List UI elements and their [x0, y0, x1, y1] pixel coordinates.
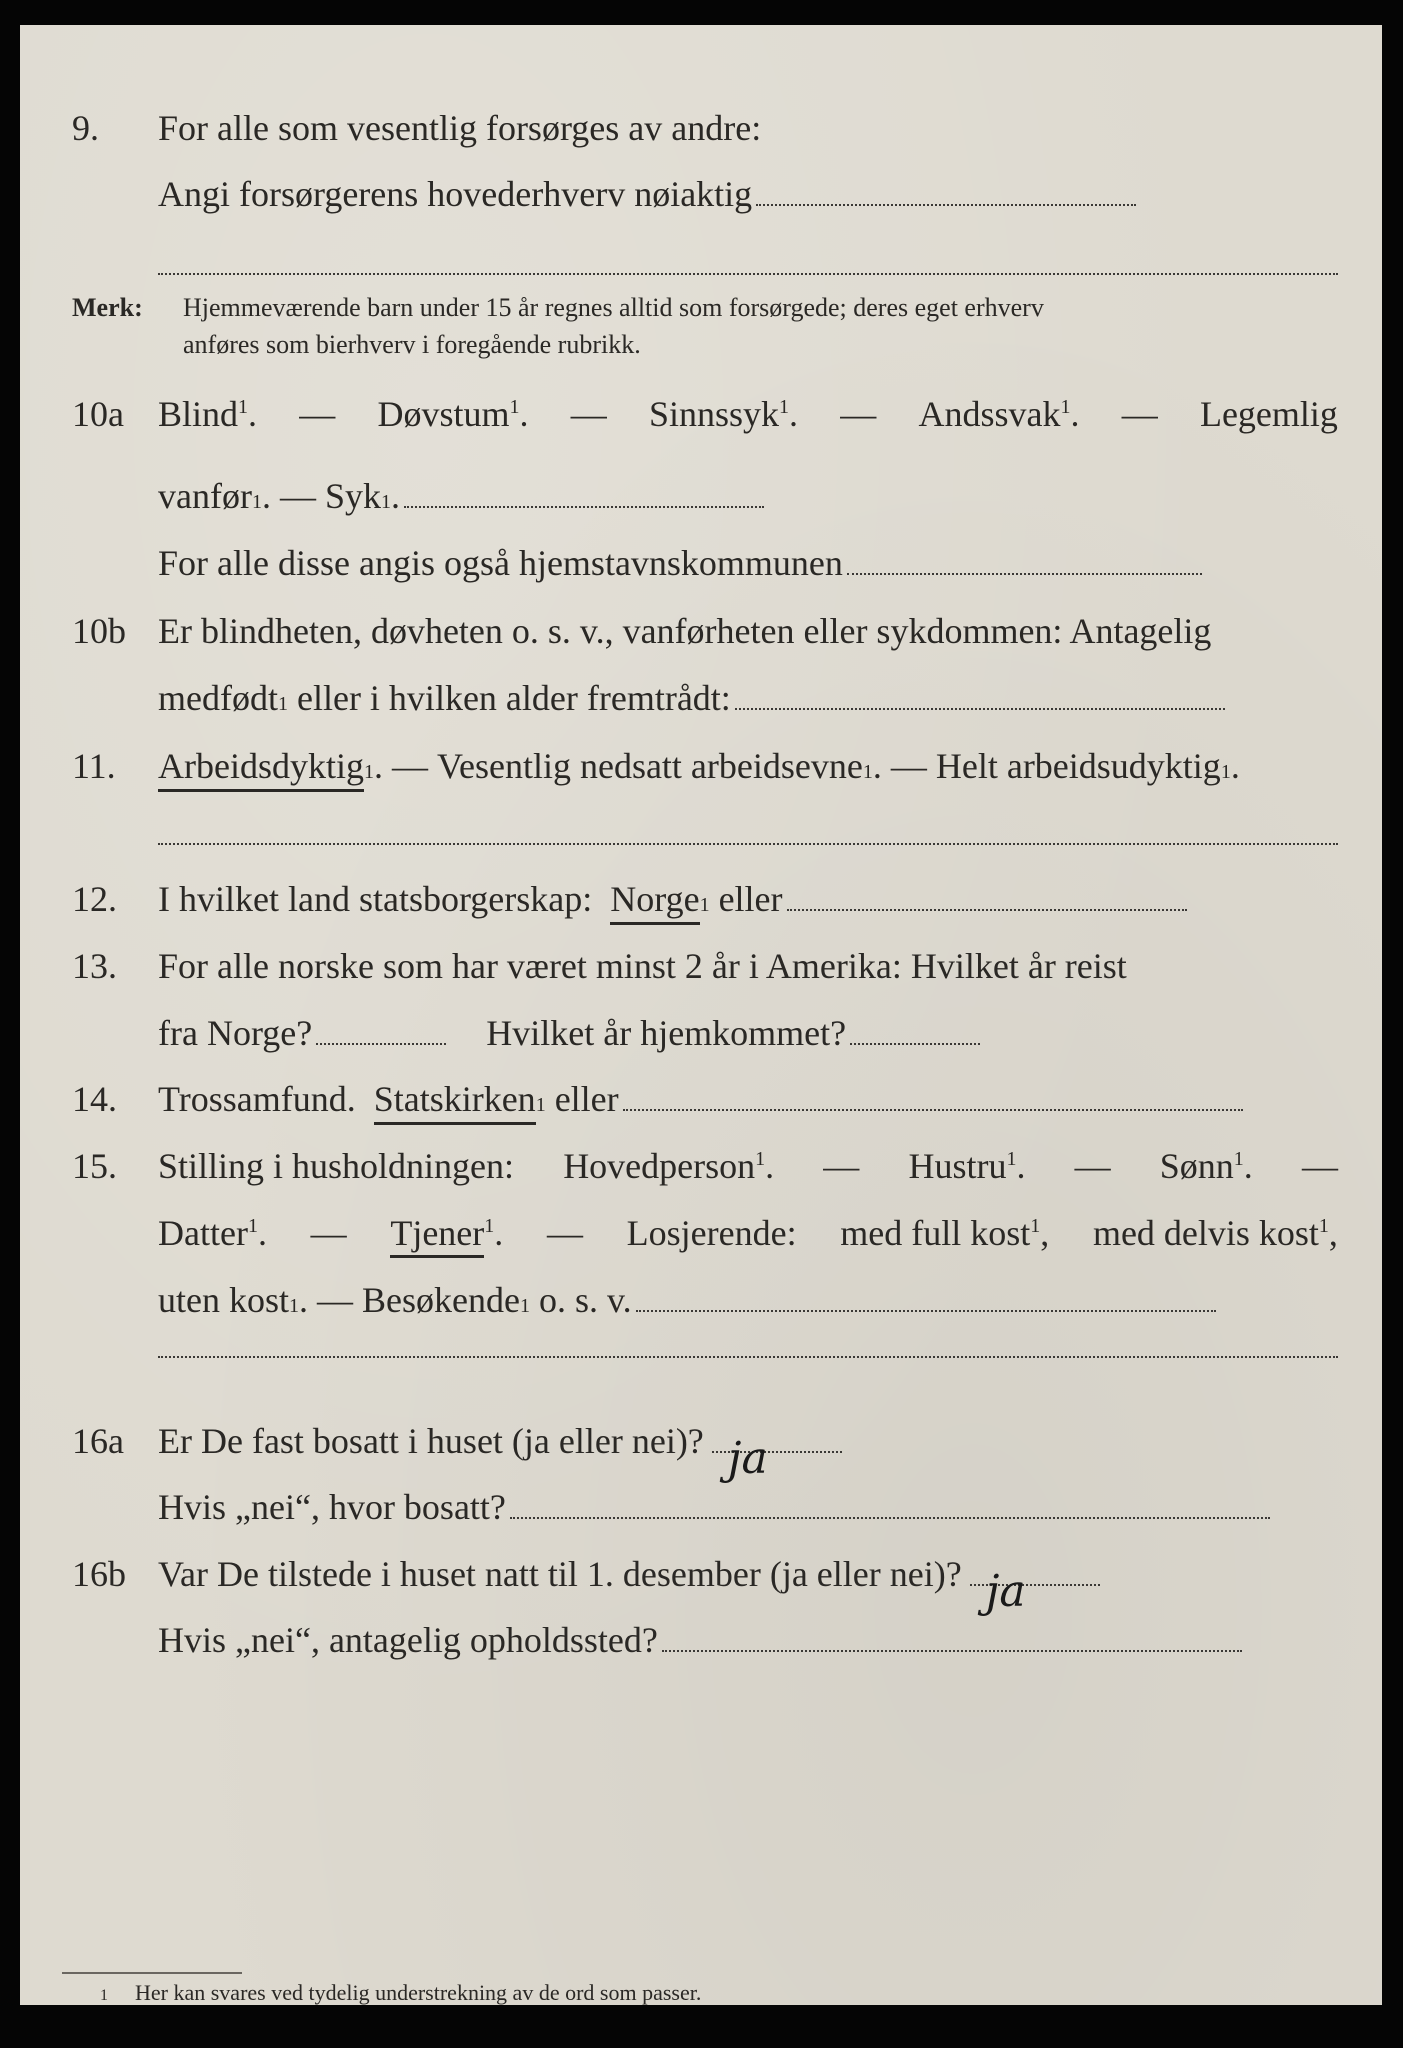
handwritten-answer: ja: [985, 1566, 1026, 1617]
option-delvis-kost[interactable]: med delvis kost: [1092, 1213, 1319, 1253]
answer-field-whereabouts[interactable]: [662, 1649, 1242, 1652]
question-text: Er De fast bosatt i huset (ja eller nei)?: [158, 1421, 704, 1461]
question-text: Hvis „nei“, antagelig opholdssted?: [158, 1620, 658, 1660]
question-number: 11.: [72, 746, 116, 786]
option-dovstum[interactable]: Døvstum: [377, 394, 510, 434]
question-text: Stilling i husholdningen:: [158, 1146, 515, 1186]
option-andssvak[interactable]: Andssvak: [918, 394, 1061, 434]
note-text: anføres som bierhverv i foregående rubrikk.: [183, 330, 641, 359]
note-label: Merk:: [72, 293, 143, 322]
answer-field-line[interactable]: [158, 273, 1338, 275]
census-form-page: 9. For alle som vesentlig forsørges av andre: Angi forsørgerens hovederhverv nøiaktig Merk: Hjemmeværende barn under 15 år regnes alltid som forsørgede; deres eget erhverv anføres som bierhverv i foregående rubrikk. 10a Blind$^1$. — Døvstum$^1$. — Sinnssyk$^1$. — Andssvak$^1$. — Legemlig vanfør 1 . — Syk 1 . For alle disse angis også hjemstavnskommunen 10b Er blindheten, døvheten o. s. v., vanførheten eller sykdommen: Antagelig medfødt 1 eller i hvilken alder fremtrådt: 11. Arbeidsdyktig 1 . — Vesentlig nedsatt arbeidsevne 1 . — Helt arbeidsudyktig 1 . 12. I hvilket land statsborgerskap: Norge 1 eller 13. For alle norske som har været minst 2 år i Amerika: Hvilket år reist fra Norge? Hvilket år hjemkommet? 14. Trossamfund. Statskirken 1 eller 15. Stilling i husholdningen: Hovedperson$^1$. — Hustru$^1$. — Sønn$^1$. — Datter$^1$. — Tjener$^1$. — Losjerende: med full kost$^1$, med delvis kost$^1$, uten kost 1 . — Besøkende 1 o. s. v. 16a Er De fast bosatt i huset (ja eller nei)? ja Hvis „nei“, hvor bosatt? 16b Var De tilstede i huset natt til 1. desember (ja eller nei)? ja Hvis „nei“, antagelig opholdssted? 1 Her kan svares ved tydelig understrekning av de ord som passer.: [20, 25, 1382, 2005]
option-arbeidsdyktig-selected[interactable]: Arbeidsdyktig: [158, 745, 364, 792]
option-sinnssyk[interactable]: Sinnssyk: [648, 394, 780, 434]
question-number: 16b: [72, 1554, 126, 1594]
option-norge-selected[interactable]: Norge: [610, 878, 699, 925]
answer-field-country[interactable]: [787, 908, 1187, 911]
question-number: 15.: [72, 1146, 117, 1186]
option-uten-kost[interactable]: uten kost: [158, 1280, 289, 1320]
question-number: 14.: [72, 1079, 117, 1119]
question-text: Losjerende:: [626, 1213, 797, 1253]
answer-field-line[interactable]: [158, 1356, 1338, 1358]
option-nedsatt-arbeidsevne[interactable]: Vesentlig nedsatt arbeidsevne: [436, 746, 863, 786]
question-text: Hvilket år hjemkommet?: [486, 1013, 847, 1053]
answer-field-return-year[interactable]: [850, 1042, 980, 1045]
option-hovedperson[interactable]: Hovedperson: [563, 1146, 756, 1186]
question-text: Angi forsørgerens hovederhverv nøiaktig: [158, 174, 753, 214]
option-blind[interactable]: Blind: [158, 394, 239, 434]
question-text: fra Norge?: [158, 1013, 313, 1053]
question-number: 10a: [72, 394, 124, 434]
question-number: 12.: [72, 879, 117, 919]
option-besokende[interactable]: Besøkende: [362, 1280, 520, 1320]
option-medfodt[interactable]: medfødt: [158, 678, 278, 718]
option-arbeidsudyktig[interactable]: Helt arbeidsudyktig: [935, 746, 1221, 786]
option-full-kost[interactable]: med full kost: [840, 1213, 1031, 1253]
question-number: 10b: [72, 611, 126, 651]
question-number: 9.: [72, 108, 99, 148]
option-hustru[interactable]: Hustru: [908, 1146, 1007, 1186]
dash: —: [1121, 394, 1158, 434]
dash: —: [840, 394, 877, 434]
handwritten-answer: ja: [727, 1433, 768, 1484]
answer-field-residence[interactable]: [510, 1516, 1270, 1519]
answer-field-departure-year[interactable]: [316, 1042, 446, 1045]
footnote-rule: [62, 1972, 242, 1974]
answer-field-household-role[interactable]: [636, 1309, 1216, 1312]
option-datter[interactable]: Datter: [158, 1213, 248, 1253]
note-text: Hjemmeværende barn under 15 år regnes alltid som forsørgede; deres eget erhverv: [183, 293, 1044, 322]
answer-field-home-municipality[interactable]: [847, 572, 1202, 575]
option-syk[interactable]: Syk: [324, 476, 381, 516]
question-text: Hvis „nei“, hvor bosatt?: [158, 1487, 506, 1527]
option-sonn[interactable]: Sønn: [1159, 1146, 1234, 1186]
option-legemlig[interactable]: Legemlig: [1199, 394, 1338, 434]
question-text: o. s. v.: [538, 1280, 632, 1320]
question-text: For alle norske som har været minst 2 år i Amerika: Hvilket år reist: [158, 946, 1127, 986]
question-number: 16a: [72, 1421, 124, 1461]
option-tjener-selected[interactable]: Tjener: [390, 1213, 484, 1258]
question-text: I hvilket land statsborgerskap:: [158, 879, 593, 919]
answer-field[interactable]: [404, 505, 764, 508]
question-text: Var De tilstede i huset natt til 1. desember (ja eller nei)?: [158, 1554, 962, 1594]
option-eller: eller: [718, 879, 783, 919]
option-vanfor[interactable]: vanfør: [158, 476, 252, 516]
question-text: Trossamfund.: [158, 1079, 356, 1119]
question-text: For alle disse angis også hjemstavnskommunen: [158, 543, 843, 583]
answer-field-religion[interactable]: [623, 1108, 1243, 1111]
option-eller: eller: [554, 1079, 619, 1119]
footnote-mark: 1: [100, 1987, 108, 2004]
dash: —: [299, 394, 336, 434]
option-statskirken-selected[interactable]: Statskirken: [374, 1078, 536, 1125]
answer-field-age[interactable]: [735, 707, 1225, 710]
question-text: For alle som vesentlig forsørges av andre:: [158, 108, 762, 148]
footnote-text: Her kan svares ved tydelig understrekning av de ord som passer.: [135, 1980, 702, 2005]
dash: —: [570, 394, 607, 434]
question-text: eller i hvilken alder fremtrådt:: [296, 678, 731, 718]
answer-field-line[interactable]: [158, 843, 1338, 845]
question-text: Er blindheten, døvheten o. s. v., vanførheten eller sykdommen: Antagelig: [158, 611, 1212, 651]
question-number: 13.: [72, 946, 117, 986]
answer-field-occupation[interactable]: [756, 203, 1136, 206]
